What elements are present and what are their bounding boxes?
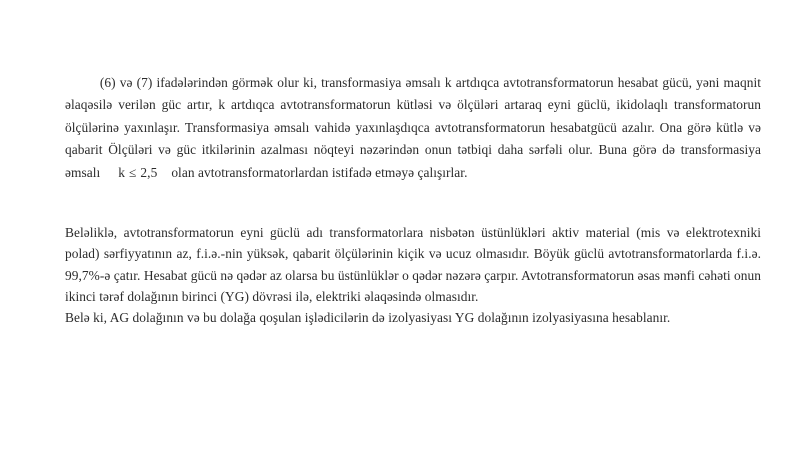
- text-block-bottom: [65, 222, 761, 328]
- formula-operator: ≤: [129, 164, 137, 180]
- inequality-formula: [116, 162, 157, 184]
- paragraph-intro-text: (6) və (7) ifadələrindən görmək olur ki, transformasiya əmsalı k artdıqca avtotransformatorun hesabat gücü, yəni maqnit əlaqəsilə verilən güc artır, k artdıqca avtotransformatorun kütləsi və ölçüləri artaraq eyni güclü, ikidolaqlı transformatorun ölçülərinə yaxınlaşır. Transformasiya əmsalı vahidə yaxınlaşdıqca avtotransformatorun hesabatgücü azalır. Ona görə kütlə və qabarit Ölçüləri və güc itkilərinin azalması nöqteyi nəzərindən onun tətbiqi daha sərfəli olur. Buna görə də transformasiya əmsalı: [65, 75, 762, 180]
- paragraph-outro-text: olan avtotransformatorlardan istifadə etməyə çalışırlar.: [171, 164, 468, 180]
- paragraph-insulation: Belə ki, AG dolağının və bu dolağa qoşulan işlədicilərin də izolyasiyası YG dolağının izolyasiyasına hesablanır.: [65, 310, 671, 326]
- paragraph-advantages: Beləliklə, avtotransformatorun eyni güclü adı transformatorlara nisbətən üstünlükləri aktiv material (mis və elektrotexniki polad) sərfiyyatının az, f.i.ə.-nin yüksək, qabarit ölçülərinin kiçik və ucuz olmasıdır. Böyük güclü avtotransformatorlarda f.i.ə. 99,7%-ə çatır. Hesabat gücü nə qədər az olarsa bu üstünlüklər o qədər nəzərə çarpır. Avtotransformatorun əsas mənfi cəhəti onun ikinci tərəf dolağının birinci (YG) dövrəsi ilə, elektriki əlaqəsində olmasıdır.: [65, 225, 761, 304]
- formula-variable: k: [118, 164, 126, 180]
- formula-value: 2,5: [140, 164, 158, 180]
- paragraph-transformation-ratio: [65, 72, 761, 184]
- text-block-top: [65, 72, 761, 184]
